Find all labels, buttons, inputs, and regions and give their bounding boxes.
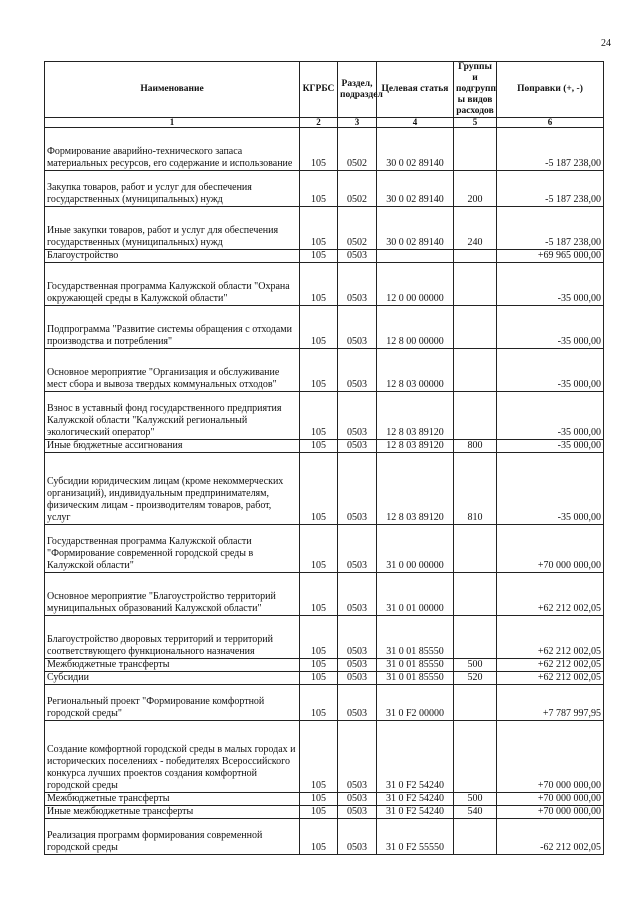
page-number: 24 xyxy=(601,38,611,49)
row-amendment-sum: +62 212 002,05 xyxy=(497,672,604,685)
row-name: Иные межбюджетные трансферты xyxy=(45,806,300,819)
row-name: Субсидии xyxy=(45,672,300,685)
row-kgrbs: 105 xyxy=(300,453,338,525)
table-row xyxy=(45,525,604,573)
index-cell: 1 xyxy=(45,118,300,128)
row-section: 0503 xyxy=(338,453,377,525)
row-name: Государственная программа Калужской области "Охрана окружающей среды в Калужской области" xyxy=(45,263,300,306)
table-row xyxy=(45,263,604,306)
row-expense-group: 540 xyxy=(454,806,497,819)
table-row xyxy=(45,250,604,263)
table-row xyxy=(45,392,604,440)
row-expense-group xyxy=(454,819,497,855)
row-section: 0502 xyxy=(338,128,377,171)
row-amendment-sum: -5 187 238,00 xyxy=(497,171,604,207)
row-section: 0503 xyxy=(338,616,377,659)
row-section: 0503 xyxy=(338,440,377,453)
row-target-article xyxy=(377,250,454,263)
header-name: Наименование xyxy=(45,62,300,118)
table-row xyxy=(45,440,604,453)
header-kgrbs: КГРБС xyxy=(300,62,338,118)
row-kgrbs: 105 xyxy=(300,685,338,721)
row-section: 0502 xyxy=(338,171,377,207)
row-expense-group xyxy=(454,349,497,392)
row-amendment-sum: -35 000,00 xyxy=(497,306,604,349)
table-row xyxy=(45,128,604,171)
row-target-article: 12 8 03 00000 xyxy=(377,349,454,392)
row-expense-group xyxy=(454,306,497,349)
row-target-article: 31 0 F2 54240 xyxy=(377,806,454,819)
row-expense-group: 520 xyxy=(454,672,497,685)
row-amendment-sum: -35 000,00 xyxy=(497,349,604,392)
row-target-article: 31 0 F2 54240 xyxy=(377,721,454,793)
row-name: Иные бюджетные ассигнования xyxy=(45,440,300,453)
row-kgrbs: 105 xyxy=(300,721,338,793)
row-target-article: 12 0 00 00000 xyxy=(377,263,454,306)
table-row xyxy=(45,806,604,819)
header-row xyxy=(45,62,604,118)
header-expense-group: Группы и подгрупп ы видов расходов xyxy=(454,62,497,118)
index-cell: 2 xyxy=(300,118,338,128)
row-kgrbs: 105 xyxy=(300,171,338,207)
row-name: Основное мероприятие "Благоустройство территорий муниципальных образований Калужской области" xyxy=(45,573,300,616)
row-expense-group xyxy=(454,685,497,721)
table-row xyxy=(45,573,604,616)
row-expense-group xyxy=(454,525,497,573)
row-amendment-sum: -62 212 002,05 xyxy=(497,819,604,855)
table-row xyxy=(45,171,604,207)
column-index-row xyxy=(45,118,604,128)
table-row xyxy=(45,819,604,855)
row-section: 0503 xyxy=(338,721,377,793)
row-name: Региональный проект "Формирование комфортной городской среды" xyxy=(45,685,300,721)
index-cell: 4 xyxy=(377,118,454,128)
row-expense-group: 240 xyxy=(454,207,497,250)
table-row xyxy=(45,207,604,250)
row-kgrbs: 105 xyxy=(300,207,338,250)
row-target-article: 31 0 00 00000 xyxy=(377,525,454,573)
header-section: Раздел, подраздел xyxy=(338,62,377,118)
header-amendments: Поправки (+, -) xyxy=(497,62,604,118)
row-section: 0503 xyxy=(338,392,377,440)
row-amendment-sum: -5 187 238,00 xyxy=(497,128,604,171)
row-section: 0503 xyxy=(338,793,377,806)
row-target-article: 31 0 01 85550 xyxy=(377,659,454,672)
row-target-article: 12 8 03 89120 xyxy=(377,453,454,525)
row-amendment-sum: -35 000,00 xyxy=(497,440,604,453)
row-name: Иные закупки товаров, работ и услуг для обеспечения государственных (муниципальных) нужд xyxy=(45,207,300,250)
row-section: 0503 xyxy=(338,349,377,392)
row-section: 0503 xyxy=(338,685,377,721)
row-target-article: 31 0 01 85550 xyxy=(377,616,454,659)
row-name: Субсидии юридическим лицам (кроме некоммерческих организаций), индивидуальным предпринимателям, физическим лицам - производителям товаров, работ, услуг xyxy=(45,453,300,525)
row-name: Реализация программ формирования современной городской среды xyxy=(45,819,300,855)
row-amendment-sum: +69 965 000,00 xyxy=(497,250,604,263)
table-row xyxy=(45,793,604,806)
row-amendment-sum: -35 000,00 xyxy=(497,392,604,440)
row-section: 0503 xyxy=(338,306,377,349)
row-amendment-sum: -5 187 238,00 xyxy=(497,207,604,250)
row-section: 0503 xyxy=(338,573,377,616)
table-row xyxy=(45,349,604,392)
row-expense-group xyxy=(454,263,497,306)
row-amendment-sum: +70 000 000,00 xyxy=(497,806,604,819)
row-target-article: 12 8 03 89120 xyxy=(377,392,454,440)
row-kgrbs: 105 xyxy=(300,250,338,263)
row-target-article: 30 0 02 89140 xyxy=(377,128,454,171)
table-row xyxy=(45,721,604,793)
index-cell: 3 xyxy=(338,118,377,128)
row-kgrbs: 105 xyxy=(300,616,338,659)
row-target-article: 31 0 01 85550 xyxy=(377,672,454,685)
row-kgrbs: 105 xyxy=(300,806,338,819)
row-kgrbs: 105 xyxy=(300,440,338,453)
row-section: 0503 xyxy=(338,659,377,672)
row-kgrbs: 105 xyxy=(300,672,338,685)
row-section: 0503 xyxy=(338,672,377,685)
row-amendment-sum: -35 000,00 xyxy=(497,263,604,306)
row-kgrbs: 105 xyxy=(300,392,338,440)
row-name: Подпрограмма "Развитие системы обращения с отходами производства и потребления" xyxy=(45,306,300,349)
row-expense-group xyxy=(454,616,497,659)
row-amendment-sum: -35 000,00 xyxy=(497,453,604,525)
row-name: Межбюджетные трансферты xyxy=(45,659,300,672)
row-target-article: 30 0 02 89140 xyxy=(377,171,454,207)
row-target-article: 31 0 F2 55550 xyxy=(377,819,454,855)
row-name: Создание комфортной городской среды в малых городах и исторических поселениях - победителях Всероссийского конкурса лучших проектов создания комфортной городской среды xyxy=(45,721,300,793)
table-row xyxy=(45,306,604,349)
index-cell: 6 xyxy=(497,118,604,128)
row-name: Основное мероприятие "Организация и обслуживание мест сбора и вывоза твердых коммунальных отходов" xyxy=(45,349,300,392)
row-name: Взнос в уставный фонд государственного предприятия Калужской области "Калужский региональный экологический оператор" xyxy=(45,392,300,440)
row-expense-group: 500 xyxy=(454,659,497,672)
row-expense-group: 800 xyxy=(454,440,497,453)
row-kgrbs: 105 xyxy=(300,128,338,171)
row-name: Благоустройство xyxy=(45,250,300,263)
table-row xyxy=(45,685,604,721)
row-kgrbs: 105 xyxy=(300,306,338,349)
table-row xyxy=(45,659,604,672)
row-name: Благоустройство дворовых территорий и территорий соответствующего функционального назначения xyxy=(45,616,300,659)
row-target-article: 12 8 03 89120 xyxy=(377,440,454,453)
table-row xyxy=(45,672,604,685)
row-name: Государственная программа Калужской области "Формирование современной городской среды в Калужской области" xyxy=(45,525,300,573)
row-expense-group: 500 xyxy=(454,793,497,806)
row-amendment-sum: +62 212 002,05 xyxy=(497,573,604,616)
row-kgrbs: 105 xyxy=(300,659,338,672)
row-target-article: 31 0 F2 00000 xyxy=(377,685,454,721)
row-amendment-sum: +62 212 002,05 xyxy=(497,659,604,672)
row-name: Закупка товаров, работ и услуг для обеспечения государственных (муниципальных) нужд xyxy=(45,171,300,207)
row-target-article: 12 8 00 00000 xyxy=(377,306,454,349)
row-expense-group xyxy=(454,392,497,440)
index-cell: 5 xyxy=(454,118,497,128)
row-kgrbs: 105 xyxy=(300,349,338,392)
row-kgrbs: 105 xyxy=(300,525,338,573)
row-target-article: 31 0 F2 54240 xyxy=(377,793,454,806)
row-kgrbs: 105 xyxy=(300,263,338,306)
row-name: Межбюджетные трансферты xyxy=(45,793,300,806)
row-section: 0503 xyxy=(338,806,377,819)
row-expense-group: 810 xyxy=(454,453,497,525)
row-amendment-sum: +7 787 997,95 xyxy=(497,685,604,721)
row-expense-group xyxy=(454,573,497,616)
row-target-article: 31 0 01 00000 xyxy=(377,573,454,616)
table-row xyxy=(45,616,604,659)
row-kgrbs: 105 xyxy=(300,819,338,855)
row-kgrbs: 105 xyxy=(300,793,338,806)
row-expense-group xyxy=(454,128,497,171)
row-target-article: 30 0 02 89140 xyxy=(377,207,454,250)
row-expense-group: 200 xyxy=(454,171,497,207)
row-amendment-sum: +70 000 000,00 xyxy=(497,793,604,806)
budget-amendments-table xyxy=(44,61,604,855)
row-amendment-sum: +62 212 002,05 xyxy=(497,616,604,659)
row-section: 0503 xyxy=(338,819,377,855)
table-row xyxy=(45,453,604,525)
header-target-article: Целевая статья xyxy=(377,62,454,118)
row-amendment-sum: +70 000 000,00 xyxy=(497,721,604,793)
row-name: Формирование аварийно-технического запаса материальных ресурсов, его содержание и использование xyxy=(45,128,300,171)
row-expense-group xyxy=(454,721,497,793)
row-amendment-sum: +70 000 000,00 xyxy=(497,525,604,573)
row-kgrbs: 105 xyxy=(300,573,338,616)
row-section: 0502 xyxy=(338,207,377,250)
row-section: 0503 xyxy=(338,250,377,263)
row-expense-group xyxy=(454,250,497,263)
row-section: 0503 xyxy=(338,263,377,306)
row-section: 0503 xyxy=(338,525,377,573)
